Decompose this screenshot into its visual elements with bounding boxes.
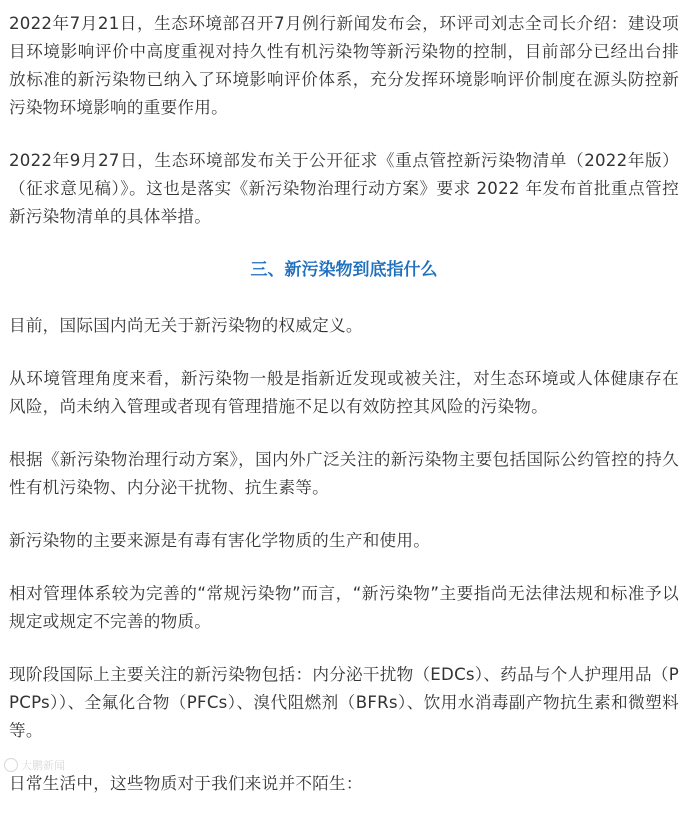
paragraph-consultation: 2022年9月27日，生态环境部发布关于公开征求《重点管控新污染物清单（2022年版）（征求意见稿）》。这也是落实《新污染物治理行动方案》要求 2022 年发布首批重点管控新污染物清单的具体举措。 [9,151,679,226]
paragraph-main-source: 新污染物的主要来源是有毒有害化学物质的生产和使用。 [9,531,431,550]
paragraph-daily-life: 日常生活中，这些物质对于我们来说并不陌生： [9,774,363,793]
paragraph-management-definition: 从环境管理角度来看，新污染物一般是指新近发现或被关注，对生态环境或人体健康存在风险，尚未纳入管理或者现有管理措施不足以有效防控其风险的污染物。 [9,369,679,416]
section-heading: 三、新污染物到底指什么 [250,260,438,280]
article-body [9,10,679,823]
watermark-text: 大鹏新闻 [21,759,65,772]
paragraph-press-conference: 2022年7月21日，生态环境部召开7月例行新闻发布会，环评司刘志全司长介绍：建设项目环境影响评价中高度重视对持久性有机污染物等新污染物的控制，目前部分已经出台排放标准的新污染物已纳入了环境影响评价体系，充分发挥环境影响评价制度在源头防控新污染物环境影响的重要作用。 [9,14,679,117]
paragraph-action-plan: 根据《新污染物治理行动方案》，国内外广泛关注的新污染物主要包括国际公约管控的持久性有机污染物、内分泌干扰物、抗生素等。 [9,450,679,497]
watermark-logo-icon [4,758,18,772]
paragraph-no-definition: 目前，国际国内尚无关于新污染物的权威定义。 [9,316,363,335]
paragraph-regular-vs-new: 相对管理体系较为完善的“常规污染物”而言，“新污染物”主要指尚无法律法规和标准予以规定或规定不完善的物质。 [9,584,679,631]
watermark [4,757,65,773]
paragraph-international-focus: 现阶段国际上主要关注的新污染物包括：内分泌干扰物（EDCs）、药品与个人护理用品（PPCPs））、全氟化合物（PFCs）、溴代阻燃剂（BFRs）、饮用水消毒副产物抗生素和微塑料等。 [9,665,679,740]
